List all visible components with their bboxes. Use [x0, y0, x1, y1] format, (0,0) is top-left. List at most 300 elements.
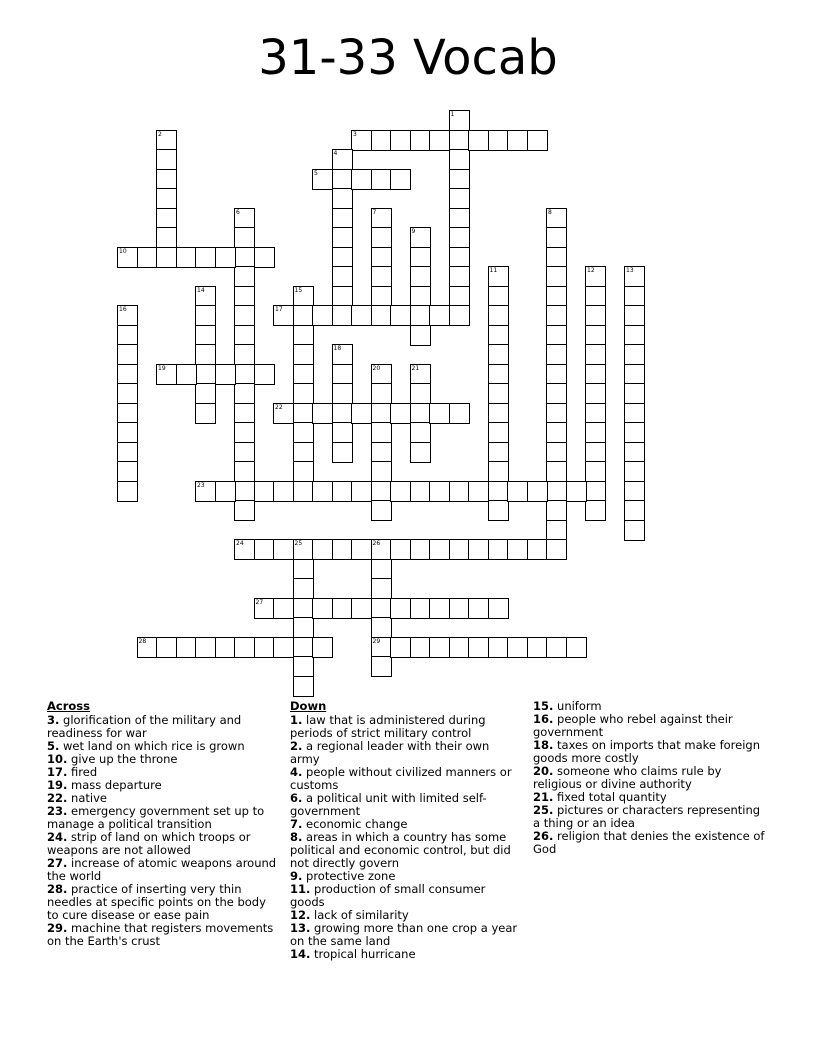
clue-number: 14: [197, 286, 205, 294]
grid-cell[interactable]: [449, 539, 470, 560]
grid-cell[interactable]: [507, 130, 528, 151]
grid-cell[interactable]: [371, 481, 392, 502]
grid-cell[interactable]: [117, 364, 138, 385]
down-heading: Down: [290, 699, 327, 713]
grid-cell[interactable]: [546, 422, 567, 443]
grid-cell[interactable]: [449, 110, 470, 131]
grid-cell[interactable]: [332, 188, 353, 209]
grid-cell[interactable]: [234, 637, 255, 658]
grid-cell[interactable]: [156, 637, 177, 658]
grid-cell[interactable]: [449, 266, 470, 287]
grid-cell[interactable]: [488, 305, 509, 326]
grid-cell[interactable]: [488, 637, 509, 658]
grid-cell[interactable]: [624, 286, 645, 307]
clue-number: 26: [372, 540, 381, 547]
grid-cell[interactable]: [624, 442, 645, 463]
grid-cell[interactable]: [546, 344, 567, 365]
grid-cell[interactable]: [117, 481, 138, 502]
grid-cell[interactable]: [410, 286, 431, 307]
grid-cell[interactable]: [332, 344, 353, 365]
clue-number: 21: [411, 364, 420, 372]
clue-number: 20: [372, 364, 381, 372]
grid-cell[interactable]: [390, 403, 411, 424]
grid-cell[interactable]: [195, 383, 216, 404]
grid-cell[interactable]: [390, 539, 411, 560]
clue-number: 17: [275, 306, 283, 313]
grid-cell[interactable]: [429, 403, 450, 424]
grid-cell[interactable]: [273, 539, 294, 560]
grid-cell[interactable]: [137, 247, 158, 268]
down-clue: 25. pictures or characters representing a thing or an idea: [533, 803, 761, 830]
grid-cell[interactable]: [546, 637, 567, 658]
grid-cell[interactable]: [234, 500, 255, 521]
grid-cell[interactable]: [254, 637, 275, 658]
grid-cell[interactable]: [351, 169, 372, 190]
grid-cell[interactable]: [293, 656, 314, 677]
grid-cell[interactable]: [371, 383, 392, 404]
grid-cell[interactable]: [234, 403, 255, 424]
grid-cell[interactable]: [371, 461, 392, 482]
grid-cell[interactable]: [195, 305, 216, 326]
clue-number: 4: [333, 150, 338, 157]
grid-cell[interactable]: [371, 656, 392, 677]
grid-cell[interactable]: [371, 305, 392, 326]
grid-cell[interactable]: [624, 266, 645, 287]
grid-cell[interactable]: [410, 422, 431, 443]
down-clue: 6. a political unit with limited self-government: [290, 791, 487, 818]
grid-cell[interactable]: [429, 130, 450, 151]
grid-cell[interactable]: [195, 247, 216, 268]
grid-cell[interactable]: [254, 364, 275, 385]
grid-cell[interactable]: [293, 286, 314, 307]
grid-cell[interactable]: [488, 344, 509, 365]
grid-cell[interactable]: [449, 149, 470, 170]
grid-cell[interactable]: [546, 520, 567, 541]
grid-cell[interactable]: [254, 598, 275, 619]
grid-cell[interactable]: [332, 286, 353, 307]
grid-cell[interactable]: [156, 247, 177, 268]
clue-number: 8: [548, 208, 552, 216]
grid-cell[interactable]: [468, 637, 489, 658]
grid-cell[interactable]: [293, 325, 314, 346]
clue-number: 23: [197, 481, 205, 489]
grid-cell[interactable]: [117, 247, 138, 268]
grid-cell[interactable]: [312, 637, 333, 658]
grid-cell[interactable]: [332, 149, 353, 170]
grid-cell[interactable]: [410, 266, 431, 287]
grid-cell[interactable]: [273, 403, 294, 424]
grid-cell[interactable]: [585, 461, 606, 482]
grid-cell[interactable]: [351, 481, 372, 502]
grid-cell[interactable]: [293, 305, 314, 326]
grid-cell[interactable]: [507, 539, 528, 560]
grid-cell[interactable]: [117, 422, 138, 443]
grid-cell[interactable]: [410, 442, 431, 463]
grid-cell[interactable]: [449, 481, 470, 502]
grid-cell[interactable]: [449, 247, 470, 268]
grid-cell[interactable]: [488, 481, 509, 502]
grid-cell[interactable]: [624, 461, 645, 482]
grid-cell[interactable]: [234, 344, 255, 365]
grid-cell[interactable]: [371, 247, 392, 268]
grid-cell[interactable]: [624, 403, 645, 424]
grid-cell[interactable]: [488, 422, 509, 443]
grid-cell[interactable]: [488, 364, 509, 385]
grid-cell[interactable]: [585, 325, 606, 346]
grid-cell[interactable]: [332, 442, 353, 463]
grid-cell[interactable]: [624, 500, 645, 521]
grid-cell[interactable]: [371, 208, 392, 229]
across-clue: 3. glorification of the military and readiness for war: [47, 713, 242, 740]
grid-cell[interactable]: [449, 598, 470, 619]
grid-cell[interactable]: [488, 383, 509, 404]
grid-cell[interactable]: [371, 598, 392, 619]
grid-cell[interactable]: [332, 403, 353, 424]
grid-cell[interactable]: [293, 481, 314, 502]
grid-cell[interactable]: [429, 598, 450, 619]
grid-cell[interactable]: [371, 403, 392, 424]
grid-cell[interactable]: [234, 442, 255, 463]
grid-cell[interactable]: [624, 364, 645, 385]
grid-cell[interactable]: [488, 461, 509, 482]
grid-cell[interactable]: [527, 637, 548, 658]
grid-cell[interactable]: [156, 364, 177, 385]
grid-cell[interactable]: [546, 247, 567, 268]
grid-cell[interactable]: [293, 422, 314, 443]
grid-cell[interactable]: [371, 578, 392, 599]
grid-cell[interactable]: [449, 169, 470, 190]
grid-cell[interactable]: [195, 637, 216, 658]
grid-cell[interactable]: [410, 383, 431, 404]
grid-cell[interactable]: [332, 422, 353, 443]
grid-cell[interactable]: [449, 130, 470, 151]
grid-cell[interactable]: [293, 539, 314, 560]
grid-cell[interactable]: [468, 598, 489, 619]
grid-cell[interactable]: [312, 481, 333, 502]
grid-cell[interactable]: [585, 286, 606, 307]
grid-cell[interactable]: [468, 539, 489, 560]
grid-cell[interactable]: [546, 305, 567, 326]
grid-cell[interactable]: [585, 442, 606, 463]
grid-cell[interactable]: [585, 481, 606, 502]
grid-cell[interactable]: [527, 481, 548, 502]
grid-cell[interactable]: [371, 559, 392, 580]
grid-cell[interactable]: [293, 364, 314, 385]
grid-cell[interactable]: [273, 637, 294, 658]
grid-cell[interactable]: [488, 539, 509, 560]
grid-cell[interactable]: [585, 364, 606, 385]
grid-cell[interactable]: [546, 325, 567, 346]
down-clue: 18. taxes on imports that make foreign goods more costly: [533, 738, 761, 765]
grid-cell[interactable]: [585, 266, 606, 287]
grid-cell[interactable]: [468, 130, 489, 151]
grid-cell[interactable]: [488, 442, 509, 463]
grid-cell[interactable]: [293, 461, 314, 482]
grid-cell[interactable]: [215, 481, 236, 502]
grid-cell[interactable]: [293, 637, 314, 658]
grid-cell[interactable]: [449, 403, 470, 424]
down-clue: 11. production of small consumer goods: [290, 882, 486, 909]
clue-number: 18: [333, 345, 342, 352]
down-clue: 15. uniform: [533, 699, 602, 713]
grid-cell[interactable]: [449, 286, 470, 307]
grid-cell[interactable]: [117, 442, 138, 463]
grid-cell[interactable]: [410, 130, 431, 151]
grid-cell[interactable]: [410, 364, 431, 385]
grid-cell[interactable]: [585, 422, 606, 443]
grid-cell[interactable]: [293, 383, 314, 404]
grid-cell[interactable]: [332, 383, 353, 404]
grid-cell[interactable]: [195, 325, 216, 346]
grid-cell[interactable]: [234, 481, 255, 502]
grid-cell[interactable]: [546, 461, 567, 482]
grid-cell[interactable]: [410, 247, 431, 268]
grid-cell[interactable]: [273, 305, 294, 326]
grid-cell[interactable]: [390, 130, 411, 151]
grid-cell[interactable]: [371, 364, 392, 385]
grid-cell[interactable]: [312, 598, 333, 619]
grid-cell[interactable]: [390, 305, 411, 326]
down-clue: 9. protective zone: [290, 869, 396, 883]
grid-cell[interactable]: [195, 286, 216, 307]
grid-cell[interactable]: [624, 344, 645, 365]
grid-cell[interactable]: [449, 227, 470, 248]
clue-number: 15: [294, 286, 303, 294]
grid-cell[interactable]: [195, 403, 216, 424]
grid-cell[interactable]: [410, 325, 431, 346]
clue-number: 13: [626, 267, 634, 274]
grid-cell[interactable]: [195, 481, 216, 502]
grid-cell[interactable]: [371, 500, 392, 521]
grid-cell[interactable]: [176, 247, 197, 268]
across-clue: 5. wet land on which rice is grown: [47, 739, 245, 753]
grid-cell[interactable]: [176, 637, 197, 658]
grid-cell[interactable]: [156, 208, 177, 229]
grid-cell[interactable]: [215, 364, 236, 385]
grid-cell[interactable]: [234, 208, 255, 229]
grid-cell[interactable]: [449, 305, 470, 326]
grid-cell[interactable]: [137, 637, 158, 658]
across-clue: 22. native: [47, 791, 107, 805]
grid-cell[interactable]: [527, 130, 548, 151]
grid-cell[interactable]: [390, 481, 411, 502]
grid-cell[interactable]: [332, 539, 353, 560]
across-clue: 24. strip of land on which troops or weapons are not allowed: [47, 830, 251, 857]
grid-cell[interactable]: [488, 286, 509, 307]
grid-cell[interactable]: [546, 227, 567, 248]
down-clue: 8. areas in which a country has some political and economic control, but did not directly govern: [290, 830, 511, 870]
grid-cell[interactable]: [624, 325, 645, 346]
grid-cell[interactable]: [234, 539, 255, 560]
grid-cell[interactable]: [488, 325, 509, 346]
grid-cell[interactable]: [546, 364, 567, 385]
grid-cell[interactable]: [234, 247, 255, 268]
grid-cell[interactable]: [566, 637, 587, 658]
grid-cell[interactable]: [429, 539, 450, 560]
grid-cell[interactable]: [351, 305, 372, 326]
grid-cell[interactable]: [371, 637, 392, 658]
grid-cell[interactable]: [585, 305, 606, 326]
grid-cell[interactable]: [371, 617, 392, 638]
grid-cell[interactable]: [390, 637, 411, 658]
grid-cell[interactable]: [410, 598, 431, 619]
grid-cell[interactable]: [546, 403, 567, 424]
clue-number: 12: [587, 267, 595, 274]
grid-cell[interactable]: [585, 383, 606, 404]
grid-cell[interactable]: [429, 481, 450, 502]
grid-cell[interactable]: [234, 227, 255, 248]
grid-cell[interactable]: [410, 305, 431, 326]
grid-cell[interactable]: [527, 539, 548, 560]
grid-cell[interactable]: [234, 422, 255, 443]
grid-cell[interactable]: [332, 598, 353, 619]
down-clue: 7. economic change: [290, 817, 408, 831]
grid-cell[interactable]: [156, 169, 177, 190]
grid-cell[interactable]: [351, 403, 372, 424]
grid-cell[interactable]: [585, 403, 606, 424]
grid-cell[interactable]: [117, 325, 138, 346]
grid-cell[interactable]: [546, 208, 567, 229]
grid-cell[interactable]: [371, 169, 392, 190]
grid-cell[interactable]: [624, 422, 645, 443]
grid-cell[interactable]: [624, 305, 645, 326]
grid-cell[interactable]: [332, 169, 353, 190]
grid-cell[interactable]: [546, 286, 567, 307]
grid-cell[interactable]: [293, 676, 314, 697]
grid-cell[interactable]: [351, 539, 372, 560]
grid-cell[interactable]: [566, 481, 587, 502]
grid-cell[interactable]: [351, 598, 372, 619]
grid-cell[interactable]: [117, 403, 138, 424]
grid-cell[interactable]: [117, 344, 138, 365]
grid-cell[interactable]: [546, 383, 567, 404]
grid-cell[interactable]: [273, 481, 294, 502]
grid-cell[interactable]: [371, 422, 392, 443]
grid-cell[interactable]: [585, 344, 606, 365]
grid-cell[interactable]: [195, 364, 216, 385]
grid-cell[interactable]: [585, 500, 606, 521]
grid-cell[interactable]: [176, 364, 197, 385]
grid-cell[interactable]: [371, 286, 392, 307]
grid-cell[interactable]: [117, 461, 138, 482]
grid-cell[interactable]: [293, 598, 314, 619]
grid-cell[interactable]: [293, 403, 314, 424]
grid-cell[interactable]: [195, 344, 216, 365]
grid-cell[interactable]: [488, 403, 509, 424]
grid-cell[interactable]: [234, 305, 255, 326]
grid-cell[interactable]: [332, 247, 353, 268]
grid-cell[interactable]: [624, 520, 645, 541]
grid-cell[interactable]: [332, 305, 353, 326]
grid-cell[interactable]: [429, 305, 450, 326]
grid-cell[interactable]: [449, 188, 470, 209]
grid-cell[interactable]: [293, 442, 314, 463]
grid-cell[interactable]: [312, 403, 333, 424]
grid-cell[interactable]: [234, 383, 255, 404]
grid-cell[interactable]: [254, 247, 275, 268]
grid-cell[interactable]: [312, 539, 333, 560]
grid-cell[interactable]: [332, 208, 353, 229]
grid-cell[interactable]: [293, 344, 314, 365]
grid-cell[interactable]: [117, 383, 138, 404]
grid-cell[interactable]: [273, 598, 294, 619]
grid-cell[interactable]: [371, 266, 392, 287]
grid-cell[interactable]: [351, 130, 372, 151]
clue-number: 6: [236, 208, 240, 216]
down-clue: 12. lack of similarity: [290, 908, 409, 922]
grid-cell[interactable]: [332, 481, 353, 502]
grid-cell[interactable]: [234, 266, 255, 287]
grid-cell[interactable]: [215, 247, 236, 268]
grid-cell[interactable]: [546, 442, 567, 463]
grid-cell[interactable]: [410, 227, 431, 248]
grid-cell[interactable]: [390, 598, 411, 619]
across-clue: 17. fired: [47, 765, 98, 779]
grid-cell[interactable]: [371, 442, 392, 463]
grid-cell[interactable]: [429, 637, 450, 658]
grid-cell[interactable]: [254, 539, 275, 560]
grid-cell[interactable]: [410, 481, 431, 502]
grid-cell[interactable]: [507, 481, 528, 502]
grid-cell[interactable]: [488, 266, 509, 287]
grid-cell[interactable]: [332, 266, 353, 287]
grid-cell[interactable]: [234, 461, 255, 482]
grid-cell[interactable]: [468, 481, 489, 502]
grid-cell[interactable]: [546, 266, 567, 287]
grid-cell[interactable]: [546, 539, 567, 560]
grid-cell[interactable]: [312, 305, 333, 326]
across-clue: 23. emergency government set up to manage a political transition: [47, 804, 265, 831]
grid-cell[interactable]: [546, 481, 567, 502]
grid-cell[interactable]: [488, 500, 509, 521]
grid-cell[interactable]: [312, 169, 333, 190]
grid-cell[interactable]: [371, 227, 392, 248]
grid-cell[interactable]: [293, 578, 314, 599]
down-clue: 13. growing more than one crop a year on the same land: [290, 921, 518, 948]
grid-cell[interactable]: [117, 305, 138, 326]
grid-cell[interactable]: [254, 481, 275, 502]
grid-cell[interactable]: [156, 130, 177, 151]
grid-cell[interactable]: [332, 227, 353, 248]
grid-cell[interactable]: [371, 539, 392, 560]
grid-cell[interactable]: [234, 286, 255, 307]
grid-cell[interactable]: [234, 364, 255, 385]
grid-cell[interactable]: [156, 149, 177, 170]
grid-cell[interactable]: [410, 403, 431, 424]
clue-number: 9: [411, 228, 416, 235]
grid-cell[interactable]: [624, 481, 645, 502]
grid-cell[interactable]: [371, 130, 392, 151]
grid-cell[interactable]: [234, 325, 255, 346]
grid-cell[interactable]: [390, 169, 411, 190]
grid-cell[interactable]: [546, 500, 567, 521]
grid-cell[interactable]: [410, 637, 431, 658]
grid-cell[interactable]: [410, 539, 431, 560]
grid-cell[interactable]: [449, 208, 470, 229]
grid-cell[interactable]: [488, 130, 509, 151]
down-clue: 2. a regional leader with their own army: [290, 739, 490, 766]
grid-cell[interactable]: [488, 598, 509, 619]
grid-cell[interactable]: [293, 559, 314, 580]
grid-cell[interactable]: [156, 227, 177, 248]
grid-cell[interactable]: [507, 637, 528, 658]
grid-cell[interactable]: [332, 364, 353, 385]
grid-cell[interactable]: [156, 188, 177, 209]
grid-cell[interactable]: [624, 383, 645, 404]
grid-cell[interactable]: [215, 637, 236, 658]
grid-cell[interactable]: [449, 637, 470, 658]
grid-cell[interactable]: [293, 617, 314, 638]
